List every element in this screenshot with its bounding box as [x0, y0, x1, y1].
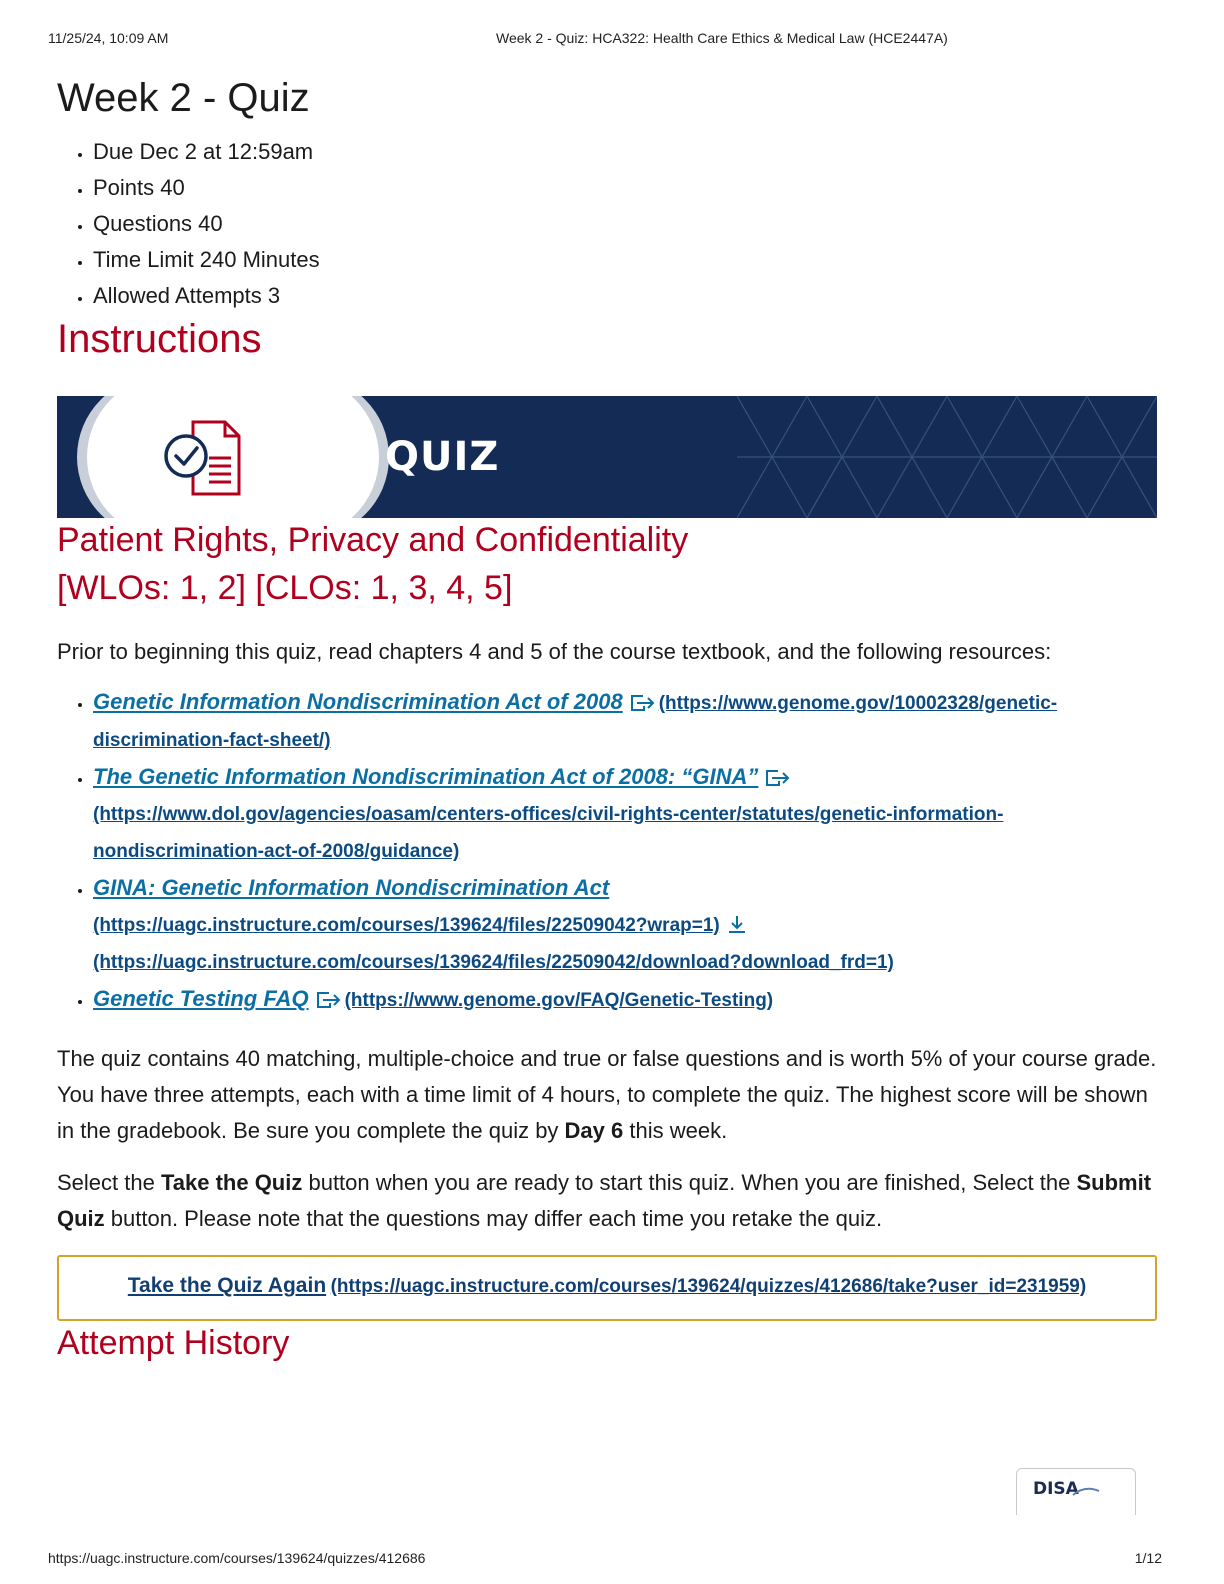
resource-link-gina-2008[interactable]: Genetic Information Nondiscrimination Act of 2008 [93, 689, 623, 714]
main-content [57, 72, 1157, 1365]
print-page-number: 1/12 [1134, 1550, 1162, 1566]
submit-instructions-text-mid: button when you are ready to start this quiz. When you are finished, Select the [302, 1170, 1077, 1195]
print-footer [48, 1550, 1176, 1570]
external-link-icon [629, 694, 655, 712]
quiz-description-text: The quiz contains 40 matching, multiple-choice and true or false questions and is worth 5% of your course grade. You have three attempts, each with a time limit of 4 hours, to complete the quiz. The highest score will be shown in the gradebook. Be sure you complete the quiz by [57, 1046, 1157, 1143]
disa-swoosh-icon [1071, 1483, 1101, 1497]
page-title: Week 2 - Quiz [57, 76, 310, 120]
download-icon[interactable] [726, 913, 748, 935]
quiz-detail-time-limit: • Time Limit 240 Minutes [93, 242, 1157, 278]
resource-item [93, 870, 1157, 981]
print-datetime: 11/25/24, 10:09 AM [48, 30, 169, 46]
submit-instructions-text-end: button. Please note that the questions may differ each time you retake the quiz. [104, 1206, 883, 1231]
resource-link-gina-file[interactable]: GINA: Genetic Information Nondiscrimination Act [93, 875, 610, 900]
print-header [48, 30, 1176, 50]
banner-quiz-label: QUIZ [385, 434, 500, 480]
take-quiz-url[interactable]: (https://uagc.instructure.com/courses/139624/quizzes/412686/take?user_id=231959) [330, 1276, 1087, 1297]
external-link-icon [764, 769, 790, 787]
resource-url-gina-file[interactable]: (https://uagc.instructure.com/courses/139624/files/22509042?wrap=1) [93, 915, 720, 936]
quiz-detail-points: • Points 40 [93, 170, 1157, 206]
print-title: Week 2 - Quiz: HCA322: Health Care Ethics & Medical Law (HCE2447A) [496, 30, 948, 46]
section-outcomes: [WLOs: 1, 2] [CLOs: 1, 3, 4, 5] [57, 569, 513, 607]
quiz-banner [57, 396, 1157, 518]
due-day-emphasis: Day 6 [564, 1118, 624, 1143]
external-link-icon [315, 991, 341, 1009]
resource-url-gina-dol[interactable]: (https://www.dol.gov/agencies/oasam/centers-offices/civil-rights-center/statutes/genetic-information-nondiscrimination-act-of-2008/guidance) [93, 804, 1004, 862]
take-quiz-again-button[interactable]: Take the Quiz Again [127, 1274, 327, 1297]
intro-text: Prior to beginning this quiz, read chapters 4 and 5 of the course textbook, and the following resources: [57, 639, 1052, 664]
take-quiz-box [57, 1255, 1157, 1321]
quiz-details-list [57, 134, 1157, 314]
resource-list [57, 684, 1157, 1019]
banner-triangle-pattern [737, 396, 1157, 518]
resource-link-genetic-testing-faq[interactable]: Genetic Testing FAQ [93, 986, 309, 1011]
print-footer-url: https://uagc.instructure.com/courses/139624/quizzes/412686 [48, 1550, 426, 1566]
take-quiz-emphasis: Take the Quiz [160, 1170, 303, 1195]
quiz-description [57, 1041, 1157, 1149]
quiz-submit-instructions [57, 1165, 1157, 1237]
disa-badge-text: DISA [1033, 1479, 1079, 1499]
quiz-detail-due: • Due Dec 2 at 12:59am [93, 134, 1157, 170]
submit-quiz-emphasis: Submit Quiz [57, 1170, 1152, 1231]
quiz-description-text-end: this week. [623, 1118, 728, 1143]
attempt-history-heading: Attempt History [57, 1324, 290, 1362]
resource-link-gina-dol[interactable]: The Genetic Information Nondiscrimination Act of 2008: “GINA” [93, 764, 759, 789]
quiz-document-check-icon [159, 414, 243, 500]
resource-url-gina-2008[interactable]: (https://www.genome.gov/10002328/genetic-discrimination-fact-sheet/) [93, 693, 1058, 751]
resource-download-url-gina-file[interactable]: (https://uagc.instructure.com/courses/139624/files/22509042/download?download_frd=1) [93, 952, 894, 973]
quiz-detail-attempts: • Allowed Attempts 3 [93, 278, 1157, 314]
quiz-detail-questions: • Questions 40 [93, 206, 1157, 242]
instructions-heading: Instructions [57, 317, 262, 361]
disa-badge [1016, 1468, 1136, 1515]
resource-url-genetic-testing-faq[interactable]: (https://www.genome.gov/FAQ/Genetic-Testing) [344, 990, 774, 1011]
section-title: Patient Rights, Privacy and Confidentiality [57, 521, 689, 559]
submit-instructions-text: Select the [57, 1170, 161, 1195]
resource-item [93, 759, 1157, 870]
resource-item [93, 981, 1157, 1019]
resource-item [93, 684, 1157, 759]
